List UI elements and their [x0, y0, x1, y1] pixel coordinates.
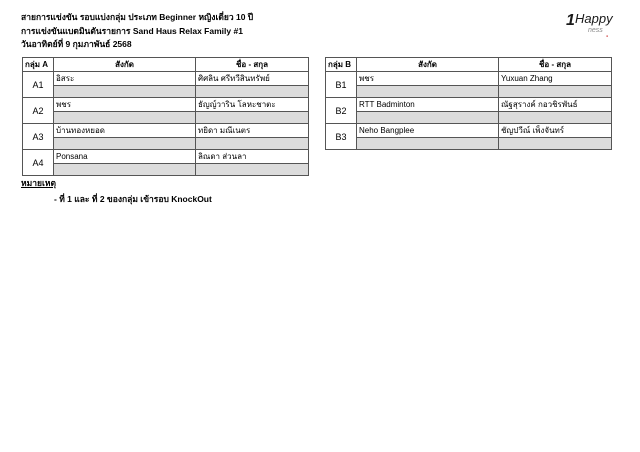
header-date: วันอาทิตย์ที่ 9 กุมภาพันธ์ 2568	[21, 39, 132, 49]
seed-cell: B2	[326, 98, 357, 124]
shaded-cell	[196, 138, 309, 150]
affiliation-cell: พชร	[357, 72, 499, 86]
header-event: การแข่งขันแบดมินตันรายการ Sand Haus Relax Family #1	[21, 26, 243, 36]
player-name-cell: ณัฐสุรางค์ กอวชิรพันธ์	[499, 98, 612, 112]
happiness-logo	[566, 8, 622, 38]
seed-cell: A3	[23, 124, 54, 150]
seed-cell: A4	[23, 150, 54, 176]
shaded-cell	[54, 138, 196, 150]
shaded-cell	[357, 112, 499, 124]
player-name-cell: ทยิดา มณีเนตร	[196, 124, 309, 138]
seed-cell: B1	[326, 72, 357, 98]
affiliation-header: สังกัด	[357, 58, 499, 72]
seed-cell: A1	[23, 72, 54, 98]
player-name-cell: ธัญญ์วาริน โลหะชาตะ	[196, 98, 309, 112]
group-a-table	[22, 57, 309, 176]
svg-text:ness: ness	[588, 27, 603, 34]
shaded-cell	[54, 164, 196, 176]
shaded-cell	[357, 86, 499, 98]
shaded-cell	[357, 138, 499, 150]
shaded-cell	[196, 86, 309, 98]
shaded-cell	[499, 138, 612, 150]
name-header: ชื่อ - สกุล	[499, 58, 612, 72]
seed-cell: B3	[326, 124, 357, 150]
shaded-cell	[196, 164, 309, 176]
player-name-cell: ศิศลิน ศรีทวีสินทรัพย์	[196, 72, 309, 86]
group-b-header: กลุ่ม B	[326, 58, 357, 72]
svg-text:●: ●	[606, 34, 609, 38]
affiliation-cell: อิสระ	[54, 72, 196, 86]
seed-cell: A2	[23, 98, 54, 124]
remarks-title: หมายเหตุ	[21, 178, 56, 188]
affiliation-cell: RTT Badminton	[357, 98, 499, 112]
remarks-text: - ที่ 1 และ ที่ 2 ของกลุ่ม เข้ารอบ KnockOut	[54, 194, 212, 204]
shaded-cell	[54, 112, 196, 124]
affiliation-cell: Neho Bangplee	[357, 124, 499, 138]
player-name-cell: ลิณดา ส่วนลา	[196, 150, 309, 164]
svg-text:1: 1	[566, 12, 575, 29]
header-title: สายการแข่งขัน รอบแบ่งกลุ่ม ประเภท Beginner หญิงเดี่ยว 10 ปี	[21, 12, 254, 22]
affiliation-cell: บ้านทองหยอด	[54, 124, 196, 138]
shaded-cell	[499, 86, 612, 98]
affiliation-cell: พชร	[54, 98, 196, 112]
affiliation-cell: Ponsana	[54, 150, 196, 164]
shaded-cell	[196, 112, 309, 124]
shaded-cell	[54, 86, 196, 98]
player-name-cell: ชัญปวีณ์ เพ็งจันทร์	[499, 124, 612, 138]
shaded-cell	[499, 112, 612, 124]
svg-text:Happy: Happy	[575, 11, 613, 26]
group-a-header: กลุ่ม A	[23, 58, 54, 72]
player-name-cell: Yuxuan Zhang	[499, 72, 612, 86]
remarks	[21, 176, 212, 206]
group-b-table	[325, 57, 612, 150]
affiliation-header: สังกัด	[54, 58, 196, 72]
name-header: ชื่อ - สกุล	[196, 58, 309, 72]
